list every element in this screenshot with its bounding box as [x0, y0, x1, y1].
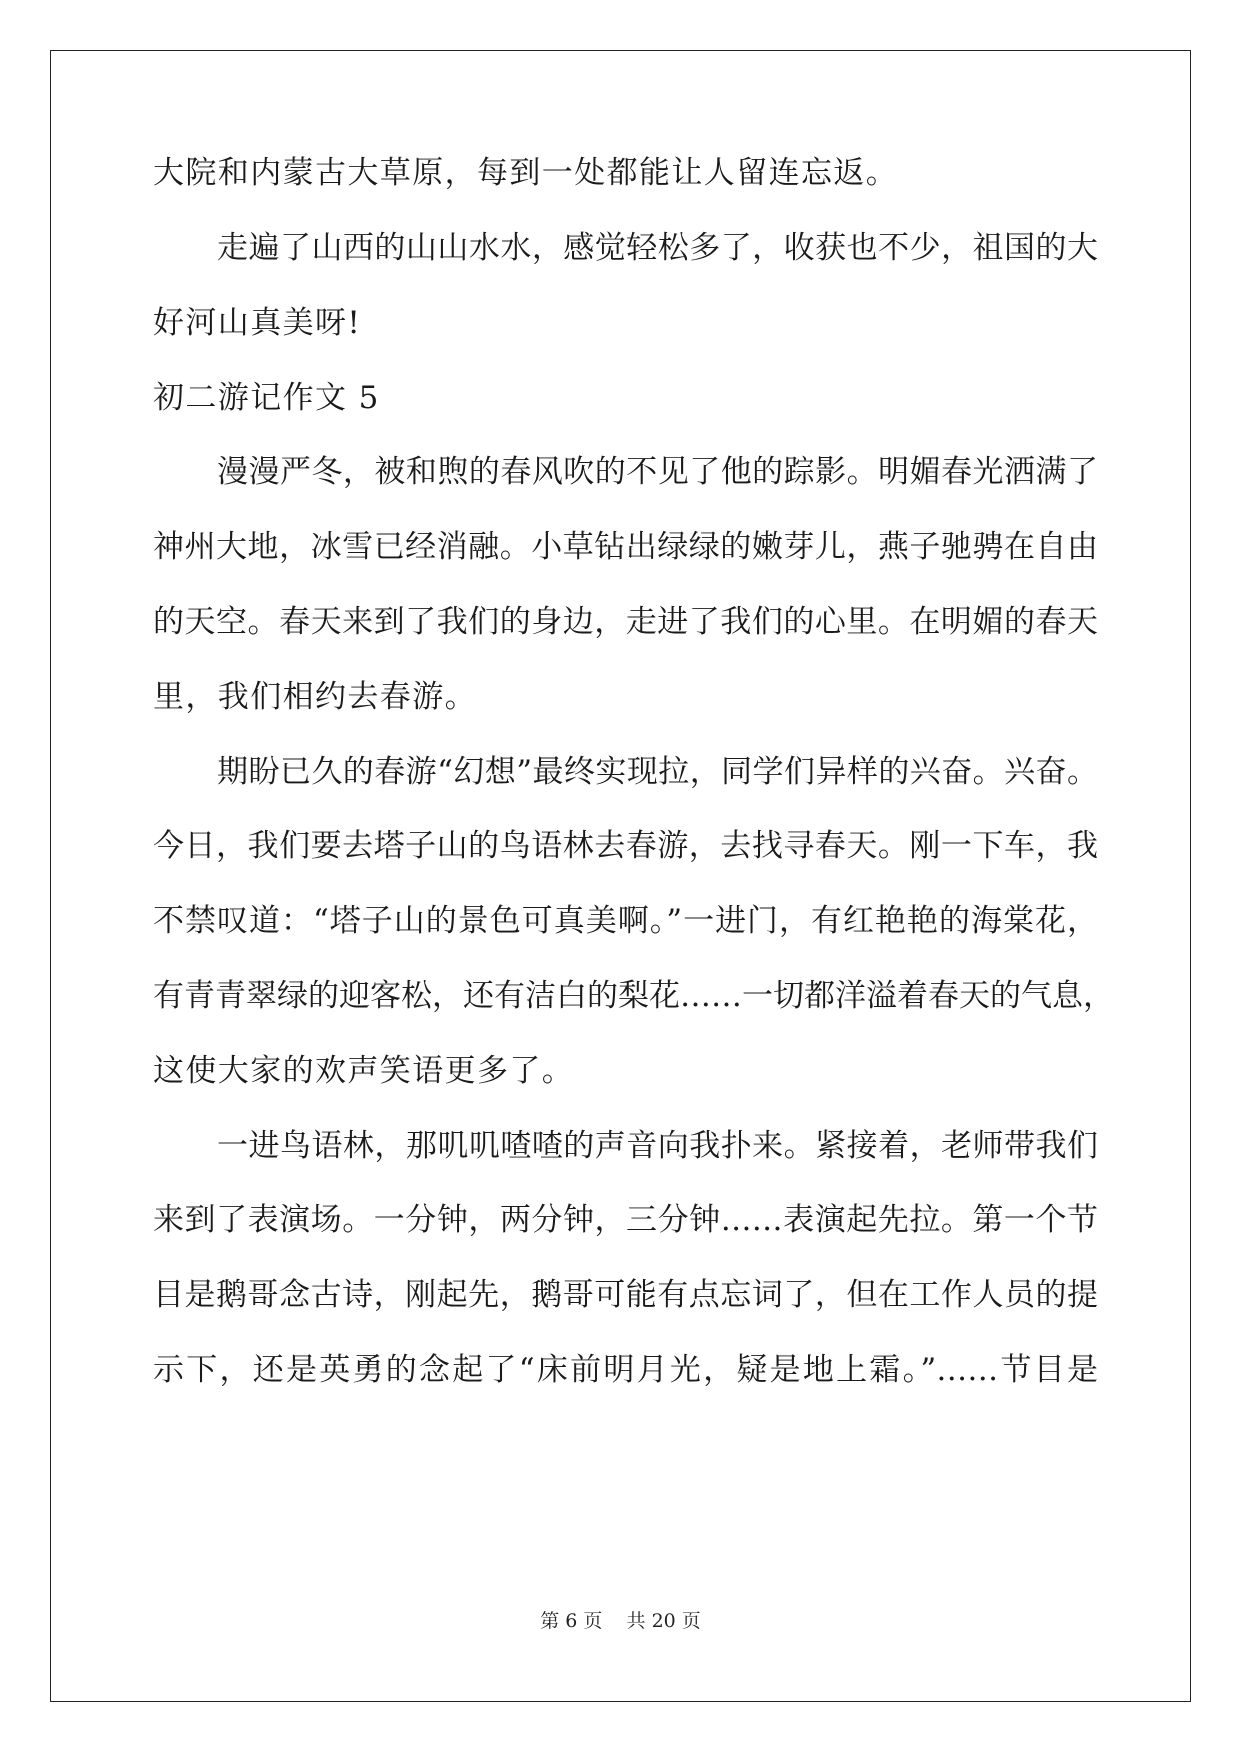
text-line: 示下，还是英勇的念起了“床前明月光，疑是地上霜。”……节目是	[153, 1352, 1098, 1388]
text-line: 今日，我们要去塔子山的鸟语林去春游，去找寻春天。刚一下车，我	[153, 828, 1098, 864]
text-line: 的天空。春天来到了我们的身边，走进了我们的心里。在明媚的春天	[153, 604, 1098, 640]
text-line: 好河山真美呀!	[153, 305, 362, 341]
page-border	[50, 50, 1191, 1702]
text-line: 神州大地，冰雪已经消融。小草钻出绿绿的嫩芽儿，燕子驰骋在自由	[153, 529, 1098, 565]
text-line: 这使大家的欢声笑语更多了。	[153, 1053, 575, 1089]
text-line: 里，我们相约去春游。	[153, 679, 477, 715]
page-total: 共 20 页	[626, 1610, 701, 1632]
text-line: 一进鸟语林，那叽叽喳喳的声音向我扑来。紧接着，老师带我们	[217, 1128, 1098, 1164]
page-footer	[0, 1609, 1241, 1633]
text-line: 不禁叹道：“塔子山的景色可真美啊。”一进门，有红艳艳的海棠花，	[153, 903, 1098, 939]
text-line: 有青青翠绿的迎客松，还有洁白的梨花……一切都洋溢着春天的气息，	[153, 978, 1114, 1014]
page-number: 第 6 页	[540, 1610, 603, 1632]
text-line: 来到了表演场。一分钟，两分钟，三分钟……表演起先拉。第一个节	[153, 1202, 1098, 1238]
text-line: 走遍了山西的山山水水，感觉轻松多了，收获也不少，祖国的大	[217, 230, 1098, 266]
text-line: 期盼已久的春游“幻想”最终实现拉，同学们异样的兴奋。兴奋。	[217, 754, 1098, 790]
text-line: 大院和内蒙古大草原，每到一处都能让人留连忘返。	[153, 155, 899, 191]
text-line: 目是鹅哥念古诗，刚起先，鹅哥可能有点忘词了，但在工作人员的提	[153, 1277, 1098, 1313]
section-heading: 初二游记作文 5	[153, 380, 380, 416]
text-line: 漫漫严冬，被和煦的春风吹的不见了他的踪影。明媚春光洒满了	[217, 454, 1098, 490]
